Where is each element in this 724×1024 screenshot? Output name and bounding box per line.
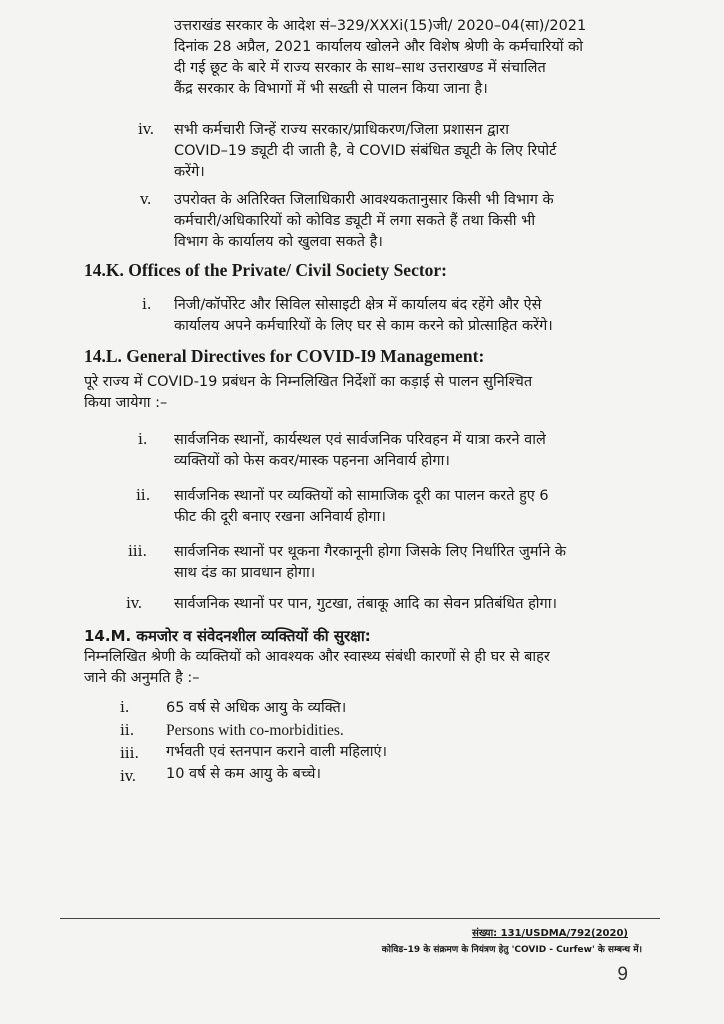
text-line: विभाग के कार्यालय को खुलवा सकते है। [174,234,383,250]
text-line: दी गई छूट के बारे में राज्य सरकार के साथ–साथ उत्तराखण्ड में संचालित [174,60,546,76]
list-number: ii. [120,721,135,739]
page-number: 9 [617,964,628,985]
footer-divider [60,918,660,919]
list-number: iv. [138,120,155,138]
list-number: iv. [120,767,137,785]
text-line: उपरोक्त के अतिरिक्त जिलाधिकारी आवश्यकतानुसार किसी भी विभाग के [174,192,554,208]
section-k-item [174,295,660,337]
list-number: iv. [126,594,143,612]
text-line: सार्वजनिक स्थानों पर थूकना गैरकानूनी होगा जिसके लिए निर्धारित जुर्माने के [174,544,567,560]
text-line: सार्वजनिक स्थानों, कार्यस्थल एवं सार्वजनिक परिवहन में यात्रा करने वाले [174,432,546,448]
text-line: व्यक्तियों को फेस कवर/मास्क पहनना अनिवार्य होगा। [174,453,450,469]
text-line: जाने की अनुमति है :– [84,670,200,686]
text-line: साथ दंड का प्रावधान होगा। [174,565,316,581]
text-line: कार्यालय अपने कर्मचारियों के लिए घर से काम करने को प्रोत्साहित करेंगे। [174,318,553,334]
list-number: i. [138,430,148,448]
text-line: कैंद्र सरकार के विभागों में भी सख्ती से पालन किया जाना है। [174,81,488,97]
list-number: v. [140,190,152,208]
section-l-item [174,542,660,584]
text-line: निजी/कॉर्पोरेट और सिविल सोसाइटी क्षेत्र में कार्यालय बंद रहेंगे और ऐसे [174,297,542,313]
list-item-iv [174,120,660,183]
list-number: i. [142,295,152,313]
list-number: iii. [128,542,148,560]
section-l-item [174,594,660,615]
list-item: Persons with co-morbidities. [166,722,344,739]
text-line: कर्मचारी/अधिकारियों को कोविड ड्यूटी में लगा सकते हैं तथा किसी भी [174,213,536,229]
list-item: 10 वर्ष से कम आयु के बच्चे। [166,766,321,782]
footer-reference: संख्या: 131/USDMA/792(2020) [472,928,628,939]
section-k-heading: 14.K. Offices of the Private/ Civil Society Sector: [84,260,448,280]
text-line: दिनांक 28 अप्रैल, 2021 कार्यालय खोलने और विशेष श्रेणी के कर्मचारियों को [174,39,583,55]
text-line: उत्तराखंड सरकार के आदेश सं–329/XXXi(15)जी/ 2020–04(सा)/2021 [174,18,587,34]
text-line: सार्वजनिक स्थानों पर पान, गुटखा, तंबाकू आदि का सेवन प्रतिबंधित होगा। [174,596,557,612]
text-line: निम्नलिखित श्रेणी के व्यक्तियों को आवश्यक और स्वास्थ्य संबंधी कारणों से ही घर से बाहर [84,649,550,665]
list-item: गर्भवती एवं स्तनपान कराने वाली महिलाएं। [166,744,388,760]
text-line: किया जायेगा :– [84,395,168,411]
section-l-item [174,430,660,472]
text-line: COVID–19 ड्यूटी दी जाती है, वे COVID संबंधित ड्यूटी के लिए रिपोर्ट [174,143,557,159]
footer-subject: कोविड–19 के संक्रमण के नियंत्रण हेतु 'COVID - Curfew' के सम्बन्ध में। [381,945,642,955]
list-item-v [174,190,660,253]
text-line: फीट की दूरी बनाए रखना अनिवार्य होगा। [174,509,386,525]
section-m-intro [84,647,660,689]
list-item: 65 वर्ष से अधिक आयु के व्यक्ति। [166,700,347,716]
list-number: ii. [136,486,151,504]
text-line: सार्वजनिक स्थानों पर व्यक्तियों को सामाजिक दूरी का पालन करते हुए 6 [174,488,549,504]
intro-paragraph [174,16,660,100]
list-number: i. [120,698,130,716]
section-l-intro [84,372,660,414]
text-line: करेंगे। [174,164,205,180]
list-number: iii. [120,744,140,762]
text-line: सभी कर्मचारी जिन्हें राज्य सरकार/प्राधिकरण/जिला प्रशासन द्वारा [174,122,509,138]
section-l-heading: 14.L. General Directives for COVID-I9 Management: [84,346,485,366]
section-m-heading: 14.M. कमजोर व संवेदनशील व्यक्तियों की सुरक्षा: [84,627,371,645]
text-line: पूरे राज्य में COVID-19 प्रबंधन के निम्नलिखित निर्देशों का कड़ाई से पालन सुनिश्चित [84,374,533,390]
section-l-item [174,486,660,528]
